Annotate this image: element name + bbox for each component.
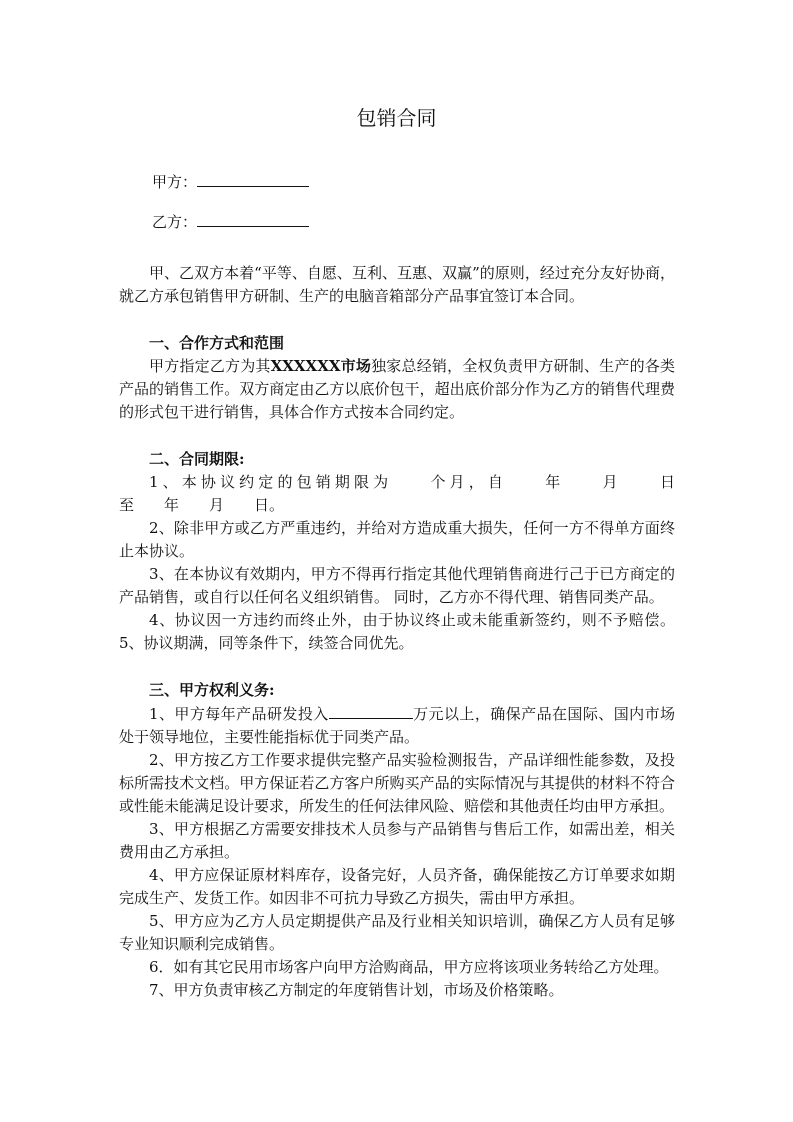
s3-clause-3: 3、甲方根据乙方需要安排技术人员参与产品销售与售后工作，如需出差，相关费用由乙方承担。 (119, 820, 675, 861)
section-3-heading: 三、甲方权利义务: (149, 681, 275, 699)
s2-term-line: 1、本协议约定的包销期限为 个月，自 年 月 日 (149, 473, 675, 491)
s3-clause-5: 5、甲方应为乙方人员定期提供产品及行业相关知识培训，确保乙方人员有足够专业知识顺利完成销售。 (119, 912, 675, 953)
party-b-label: 乙方： (152, 213, 198, 231)
s2-term-line-end: 至 年 月 日。 (119, 496, 285, 514)
section-1-heading: 一、合作方式和范围 (149, 334, 285, 352)
s3-clause-2: 2、甲方按乙方工作要求提供完整产品实验检测报告，产品详细性能参数，及投标所需技术文档。甲方保证若乙方客户所购买产品的实际情况与其提供的材料不符合或性能未能满足设计要求，所发生的任何法律风险、赔偿和其他责任均由甲方承担。 (119, 751, 675, 815)
party-a-line (152, 170, 309, 193)
section-2-heading: 二、合同期限: (149, 450, 245, 468)
s3-c1-pre: 1、甲方每年产品研发投入 (149, 705, 329, 723)
s1-text-pre: 甲方指定乙方为其 (149, 357, 271, 375)
s2-clause-3: 3、在本协议有效期内，甲方不得再行指定其他代理销售商进行己于已方商定的产品销售，或自行以任何名义组织销售。 同时，乙方亦不得代理、销售同类产品。 (119, 565, 675, 606)
party-b-line (152, 210, 309, 233)
contract-body (119, 262, 675, 1002)
investment-blank[interactable] (329, 702, 413, 719)
document-title: 包销合同 (356, 106, 437, 130)
s1-text-post: 独家总经销，全权负责甲方研制、生产的各类产品的销售工作。双方商定由乙方以底价包干，超出底价部分作为乙方的销售代理费的形式包干进行销售，具体合作方式按本合同约定。 (119, 357, 675, 421)
party-b-blank[interactable] (197, 210, 309, 227)
s1-market: XXXXXX市场 (270, 357, 372, 375)
s3-clause-4: 4、甲方应保证原材料库存，设备完好，人员齐备，确保能按乙方订单要求如期完成生产、发货工作。如因非不可抗力导致乙方损失，需由甲方承担。 (119, 866, 675, 907)
intro-paragraph: 甲、乙双方本着“平等、自愿、互利、互惠、双赢”的原则，经过充分友好协商，就乙方承包销售甲方研制、生产的电脑音箱部分产品事宜签订本合同。 (119, 264, 675, 305)
party-a-blank[interactable] (197, 170, 309, 187)
s3-clause-1 (119, 702, 675, 749)
s2-clause-2: 2、除非甲方或乙方严重违约，并给对方造成重大损失，任何一方不得单方面终止本协议。 (119, 519, 675, 560)
party-a-label: 甲方： (152, 173, 198, 191)
s3-clause-6: 6．如有其它民用市场客户向甲方洽购商品，甲方应将该项业务转给乙方处理。 (149, 958, 669, 976)
section-1-paragraph (119, 355, 675, 424)
s2-clause-4: 4、协议因一方违约而终止外，由于协议终止或未能重新签约，则不予赔偿。 5、协议期满，同等条件下，续签合同优先。 (119, 611, 675, 652)
s3-c1-post: 万元以上，确保产品在国际、国内市场处于领导地位，主要性能指标优于同类产品。 (119, 705, 675, 746)
s3-clause-7: 7、甲方负责审核乙方制定的年度销售计划，市场及价格策略。 (149, 981, 564, 999)
